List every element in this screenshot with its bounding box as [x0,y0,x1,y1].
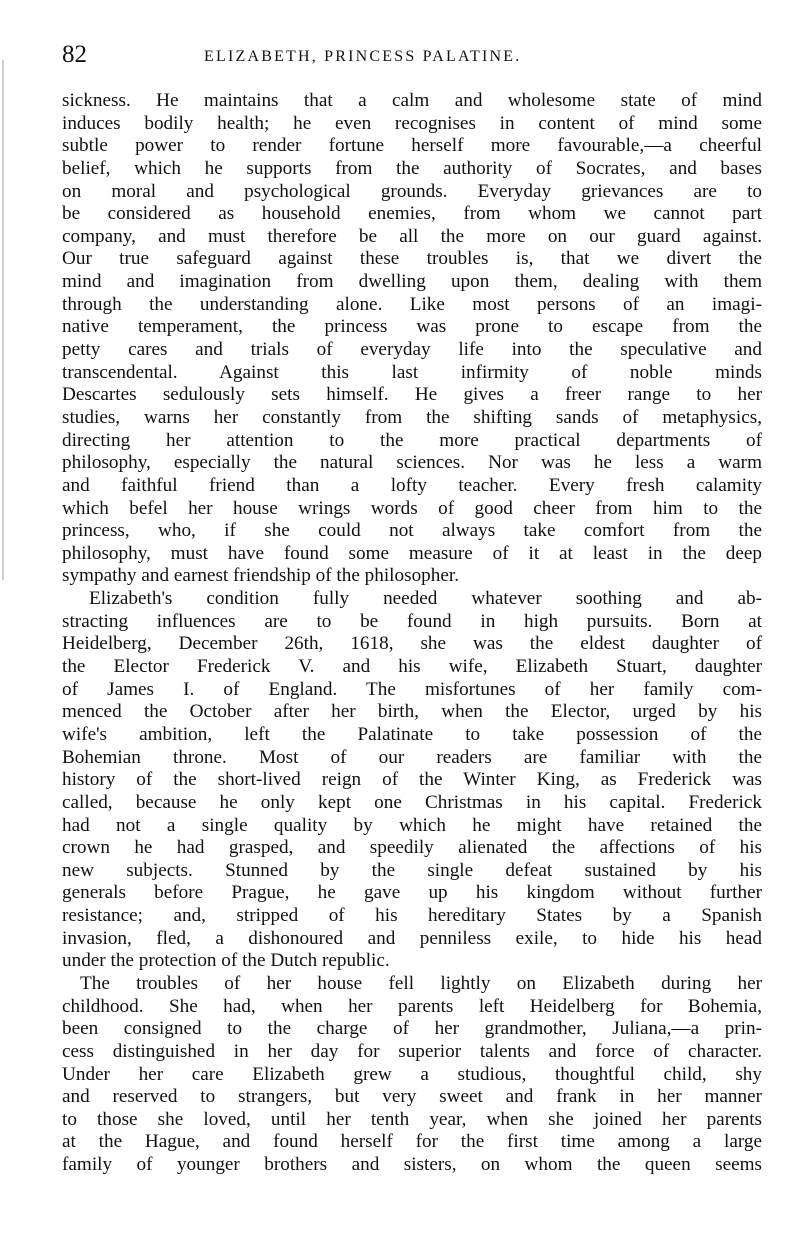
text-line: philosophy, especially the natural sciences. Nor was he less a warm [62,452,762,474]
text-line: at the Hague, and found herself for the first time among a large [62,1131,762,1153]
page-edge-shadow [2,60,4,580]
text-line: Under her care Elizabeth grew a studious, thoughtful child, shy [62,1063,762,1085]
text-line: directing her attention to the more practical departments of [62,429,762,451]
text-line: stracting influences are to be found in high pursuits. Born at [62,610,762,632]
text-line: the Elector Frederick V. and his wife, Elizabeth Stuart, daughter [62,656,762,678]
text-line: new subjects. Stunned by the single defeat sustained by his [62,859,762,881]
text-line: menced the October after her birth, when the Elector, urged by his [62,701,762,723]
text-line: history of the short-lived reign of the Winter King, as Frederick was [62,769,762,791]
text-line: cess distinguished in her day for superior talents and force of character. [62,1040,762,1062]
text-line: and faithful friend than a lofty teacher. Every fresh calamity [62,474,762,496]
text-line: invasion, fled, a dishonoured and penniless exile, to hide his head [62,927,762,949]
text-line: generals before Prague, he gave up his kingdom without further [62,882,762,904]
text-line: Heidelberg, December 26th, 1618, she was the eldest daughter of [62,633,762,655]
text-line: Our true safeguard against these troubles is, that we divert the [62,248,762,270]
text-line: induces bodily health; he even recognises in content of mind some [62,112,762,134]
text-line: The troubles of her house fell lightly on Elizabeth during her [80,972,762,994]
text-line: petty cares and trials of everyday life into the speculative and [62,339,762,361]
text-line: of James I. of England. The misfortunes of her family com- [62,678,762,700]
paragraph [62,588,762,973]
text-line: under the protection of the Dutch republic. [62,950,390,972]
text-line: childhood. She had, when her parents left Heidelberg for Bohemia, [62,995,762,1017]
text-line: transcendental. Against this last infirmity of noble minds [62,361,762,383]
text-line: Bohemian throne. Most of our readers are familiar with the [62,746,762,768]
text-line: wife's ambition, left the Palatinate to take possession of the [62,723,762,745]
text-line: crown he had grasped, and speedily alienated the affections of his [62,837,762,859]
text-line: family of younger brothers and sisters, on whom the queen seems [62,1154,762,1176]
text-line: and reserved to strangers, but very sweet and frank in her manner [62,1086,762,1108]
running-head [62,38,762,72]
text-line: sympathy and earnest friendship of the philosopher. [62,565,459,587]
text-line: native temperament, the princess was prone to escape from the [62,316,762,338]
text-line: sickness. He maintains that a calm and wholesome state of mind [62,90,762,111]
text-line: Descartes sedulously sets himself. He gives a freer range to her [62,384,762,406]
text-line: be considered as household enemies, from whom we cannot part [62,203,762,225]
text-line: resistance; and, stripped of his hereditary States by a Spanish [62,905,762,927]
text-line: subtle power to render fortune herself more favourable,—a cheerful [62,135,762,157]
text-line: called, because he only kept one Christmas in his capital. Frederick [62,791,762,813]
text-line: company, and must therefore be all the more on our guard against. [62,225,762,247]
running-title: ELIZABETH, PRINCESS PALATINE. [204,48,522,65]
text-line: been consigned to the charge of her grandmother, Juliana,—a prin- [62,1018,762,1040]
page-number: 82 [62,41,87,68]
text-line: studies, warns her constantly from the shifting sands of metaphysics, [62,406,762,428]
text-line: on moral and psychological grounds. Everyday grievances are to [62,180,762,202]
text-line: belief, which he supports from the authority of Socrates, and bases [62,157,762,179]
text-line: through the understanding alone. Like most persons of an imagi- [62,293,762,315]
text-line: to those she loved, until her tenth year, when she joined her parents [62,1108,762,1130]
paragraph [62,973,762,1177]
text-line: philosophy, must have found some measure of it at least in the deep [62,542,762,564]
text-line: had not a single quality by which he might have retained the [62,814,762,836]
paragraph [62,90,762,588]
text-line: mind and imagination from dwelling upon them, dealing with them [62,271,762,293]
text-line: which befel her house wrings words of good cheer from him to the [62,497,762,519]
body-text [62,90,762,1177]
text-line: princess, who, if she could not always take comfort from the [62,520,762,542]
text-line: Elizabeth's condition fully needed whatever soothing and ab- [89,588,762,610]
